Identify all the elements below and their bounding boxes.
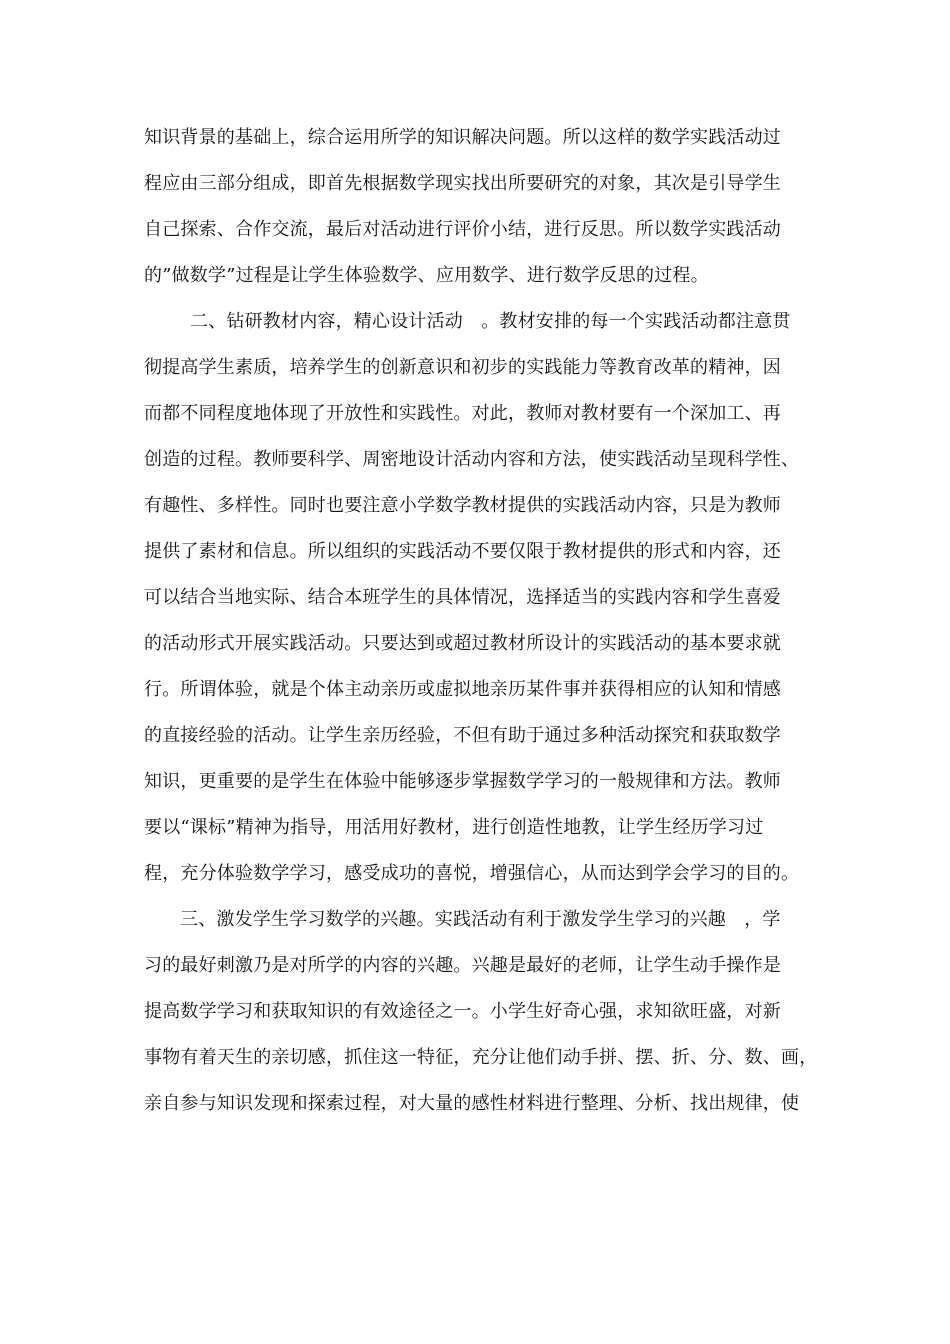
text-line: 知识，更重要的是学生在体验中能够逐步掌握数学学习的一般规律和方法。教师 [144,771,781,792]
section-heading-line: 二、钻研教材内容，精心设计活动 。教材安排的每一个实践活动都注意贯 [190,311,791,332]
text-line: 有趣性、多样性。同时也要注意小学数学教材提供的实践活动内容，只是为教师 [144,495,781,516]
text-line: 创造的过程。教师要科学、周密地设计活动内容和方法，使实践活动呈现科学性、 [144,449,800,470]
text-line: 提供了素材和信息。所以组织的实践活动不要仅限于教材提供的形式和内容，还 [144,541,781,562]
text-line: 彻提高学生素质，培养学生的创新意识和初步的实践能力等教育改革的精神，因 [144,357,781,378]
text-line: 习的最好刺激乃是对所学的内容的兴趣。兴趣是最好的老师，让学生动手操作是 [144,955,781,976]
text-line: 知识背景的基础上，综合运用所学的知识解决问题。所以这样的数学实践活动过 [144,127,781,148]
text-line: 而都不同程度地体现了开放性和实践性。对此，教师对教材要有一个深加工、再 [144,403,781,424]
text-line: 要以“课标”精神为指导，用活用好教材，进行创造性地教，让学生经历学习过 [144,817,764,838]
section-heading-line: 三、激发学生学习数学的兴趣。实践活动有利于激发学生学习的兴趣 ，学 [180,909,781,930]
text-line: 程，充分体验数学学习，感受成功的喜悦，增强信心，从而达到学会学习的目的。 [144,863,800,884]
text-line: 的直接经验的活动。让学生亲历经验，不但有助于通过多种活动探究和获取数学 [144,725,781,746]
text-line: 的”做数学”过程是让学生体验数学、应用数学、进行数学反思的过程。 [144,265,709,286]
text-line: 行。所谓体验，就是个体主动亲历或虚拟地亲历某件事并获得相应的认知和情感 [144,679,781,700]
text-line: 事物有着天生的亲切感，抓住这一特征，充分让他们动手拼、摆、折、分、数、画， [144,1047,818,1068]
text-line: 程应由三部分组成，即首先根据数学现实找出所要研究的对象，其次是引导学生 [144,173,781,194]
text-line: 可以结合当地实际、结合本班学生的具体情况，选择适当的实践内容和学生喜爱 [144,587,781,608]
text-line: 亲自参与知识发现和探索过程，对大量的感性材料进行整理、分析、找出规律，使 [144,1093,800,1114]
text-line: 提高数学学习和获取知识的有效途径之一。小学生好奇心强，求知欲旺盛，对新 [144,1001,781,1022]
text-line: 的活动形式开展实践活动。只要达到或超过教材所设计的实践活动的基本要求就 [144,633,781,654]
text-line: 自己探索、合作交流，最后对活动进行评价小结，进行反思。所以数学实践活动 [144,219,781,240]
